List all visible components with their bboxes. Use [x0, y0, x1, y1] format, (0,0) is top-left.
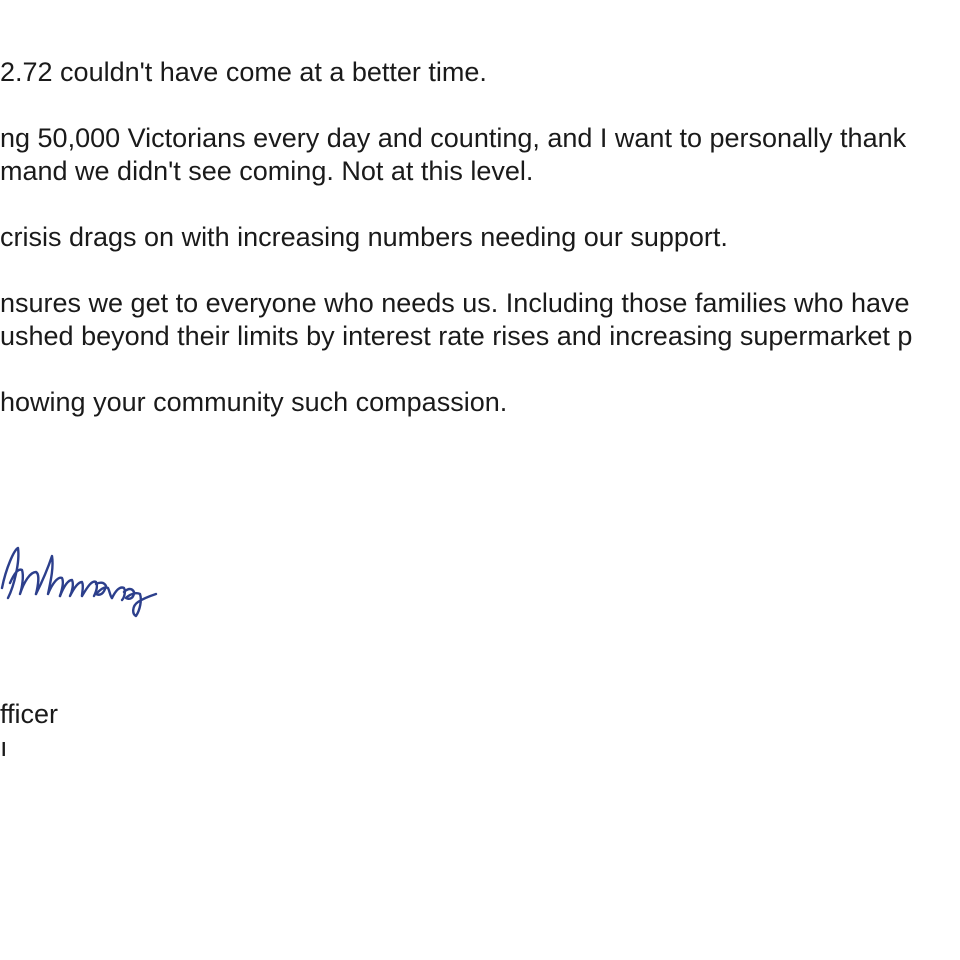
paragraph-1-line-1: 2.72 couldn't have come at a better time. — [0, 57, 487, 87]
signature-text: Anahmaj — [0, 528, 4, 529]
paragraph-3-line-1: crisis drags on with increasing numbers needing our support. — [0, 222, 728, 252]
paragraph-2-line-1: ng 50,000 Victorians every day and counting, and I want to personally thank — [0, 123, 907, 153]
paragraph-2-line-2: mand we didn't see coming. Not at this level. — [0, 156, 534, 186]
handwritten-signature — [0, 528, 170, 618]
paragraph-4-line-1: nsures we get to everyone who needs us. Including those families who have — [0, 288, 910, 318]
signature-ink — [2, 548, 156, 616]
paragraph-4-line-2: ushed beyond their limits by interest rate rises and increasing supermarket p — [0, 321, 913, 351]
paragraph-5-line-1: howing your community such compassion. — [0, 387, 508, 417]
signoff-organization: ı — [0, 732, 8, 762]
signoff-title: fficer — [0, 699, 59, 729]
